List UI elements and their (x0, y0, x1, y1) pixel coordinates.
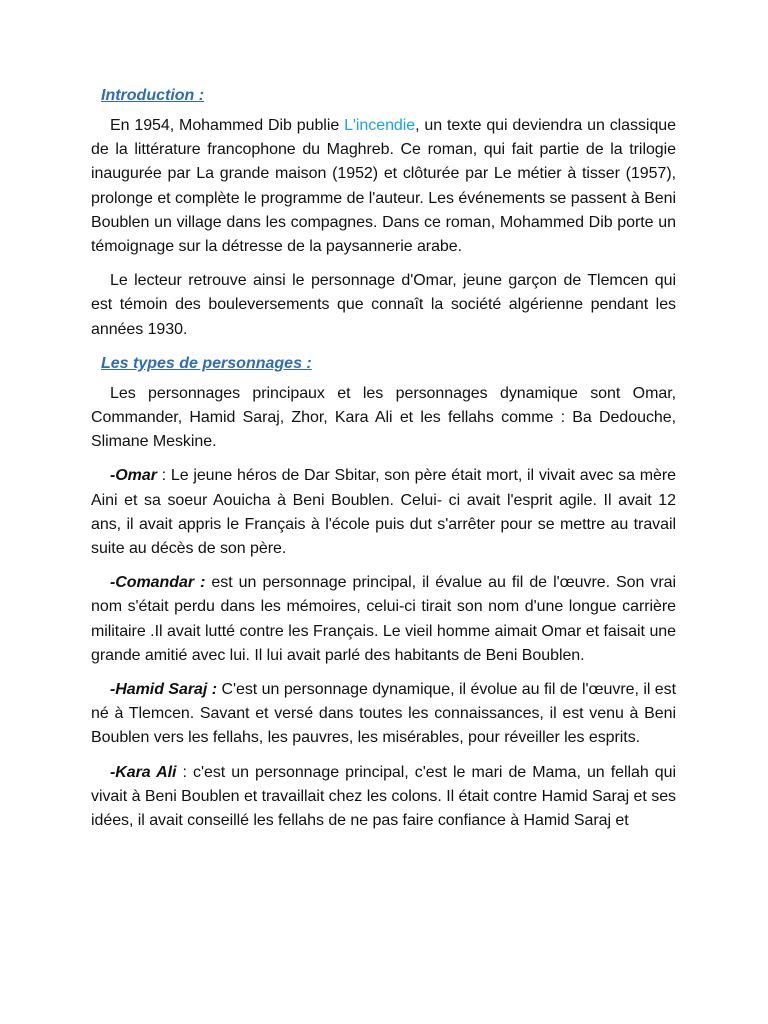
character-description: : Le jeune héros de Dar Sbitar, son père était mort, il vivait avec sa mère Aini et sa soeur Aouicha à Beni Boublen. Celui- ci avait l'esprit agile. Il avait 12 ans, il avait appris le Français à l'école puis dut s'arrêter pour se mettre au travail suite au décès de son père. (91, 467, 676, 558)
character-name: -Kara Ali (110, 763, 177, 781)
character-name: -Omar (110, 467, 157, 485)
character-name: -Comandar : (110, 574, 206, 592)
character-description: est un personnage principal, il évalue au fil de l'œuvre. Son vrai nom s'était perdu dans les mémoires, celui-ci tirait son nom d'une longue carrière militaire .Il avait lutté contre les Français. Le vieil homme aimait Omar et faisait une grande amitié avec lui. Il lui avait parlé des habitants de Beni Boublen. (91, 574, 676, 664)
intro-paragraph-2: Le lecteur retrouve ainsi le personnage d'Omar, jeune garçon de Tlemcen qui est témoin des bouleversements que connaît la société algérienne pendant les années 1930. (91, 272, 676, 338)
introduction-heading: Introduction : (101, 87, 205, 104)
novel-title-link[interactable]: L'incendie (344, 117, 416, 134)
character-kara-ali (91, 761, 676, 834)
intro-text-after-title: , un texte qui deviendra un classique de la littérature francophone du Maghreb. Ce roman, qui fait partie de la trilogie inaugurée par La grande maison (1952) et clôturée par Le métier à tisser (1957), prolonge et complète le programme de l'auteur. Les événements se passent à Beni Boublen un village dans les compagnes. Dans ce roman, Mohammed Dib porte un témoignage sur la détresse de la paysannerie arabe. (91, 117, 676, 256)
character-types-intro: Les personnages principaux et les personnages dynamique sont Omar, Commander, Hamid Saraj, Zhor, Kara Ali et les fellahs comme : Ba Dedouche, Slimane Meskine. (91, 384, 676, 451)
intro-paragraph-1 (91, 114, 676, 259)
intro-text-before-title: En 1954, Mohammed Dib publie (110, 117, 345, 134)
character-omar (91, 464, 676, 561)
character-hamid-saraj (91, 678, 676, 751)
character-description: C'est un personnage dynamique, il évolue au fil de l'œuvre, il est né à Tlemcen. Savant et versé dans toutes les connaissances, il est venu à Beni Boublen vers les fellahs, les pauvres, les misérables, pour réveiller les esprits. (91, 681, 676, 747)
character-description: : c'est un personnage principal, c'est le mari de Mama, un fellah qui vivait à Beni Boublen et travaillait chez les colons. Il était contre Hamid Saraj et ses idées, il avait conseillé les fellahs de ne pas faire confiance à Hamid Saraj et (91, 763, 676, 830)
character-types-heading: Les types de personnages : (101, 354, 312, 372)
character-name: -Hamid Saraj : (110, 681, 218, 699)
character-comandar (91, 571, 676, 668)
